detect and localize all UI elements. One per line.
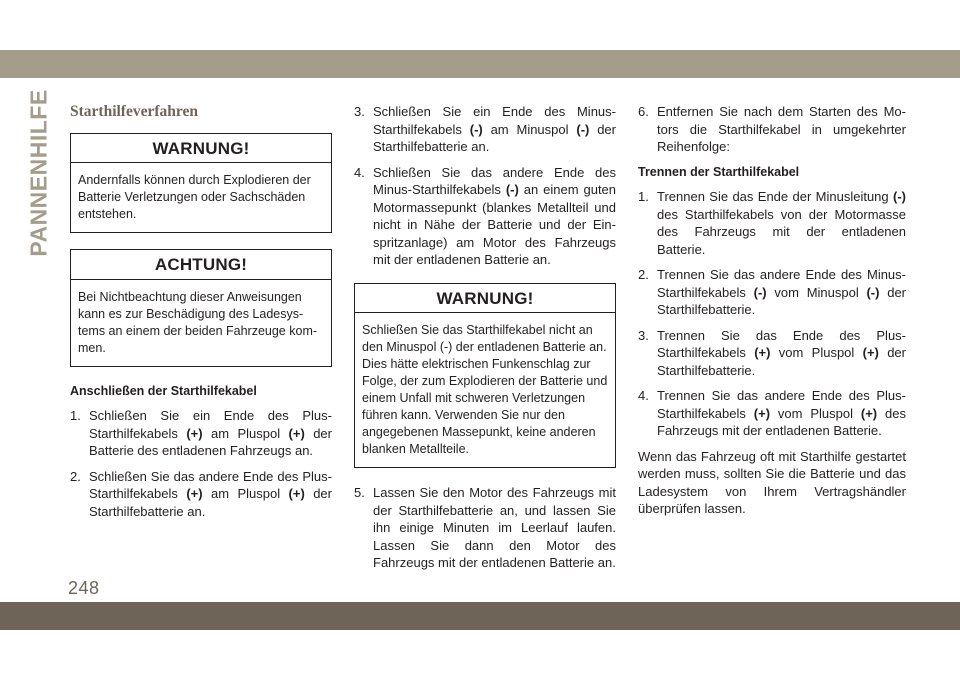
step-text: Schließen Sie das andere Ende des Minus-Starthilfekabels [373, 164, 616, 197]
polarity-symbol: (-) [469, 121, 483, 137]
polarity-symbol: (+) [860, 405, 878, 421]
connect-step [354, 103, 616, 156]
disconnect-step [638, 188, 906, 258]
connect-heading: Anschließen der Starthilfekabel [70, 383, 257, 398]
step-number: 1. [638, 189, 649, 204]
start-step [354, 484, 616, 572]
step-text: der Batterie des entladenen Fahrzeugs an. [89, 425, 332, 458]
column-1 [70, 103, 332, 528]
column-3 [638, 103, 906, 518]
connect-step [354, 164, 616, 269]
step-number: 4. [354, 164, 365, 180]
warning-title-2: WARNUNG! [355, 284, 615, 314]
step-number: 1. [70, 408, 81, 423]
disconnect-step [638, 266, 906, 319]
polarity-symbol: (-) [893, 189, 906, 204]
step-text: an einem guten Motormassepunkt (blankes Metallteil und nicht in Nähe der Batterie und der Einspritzanlage) am Motor des Fahrzeugs mit der entladenen Batterie an. [373, 182, 617, 267]
step-text: Schließen Sie ein Ende des Minus-Starthilfekabels [373, 104, 616, 137]
warning-box-2 [354, 283, 616, 469]
chapter-label: PANNENHILFE [25, 89, 52, 257]
step-number: 3. [354, 104, 365, 119]
polarity-symbol: (+) [753, 405, 771, 421]
step-text: vom Minuspol [766, 284, 867, 300]
connect-step [70, 468, 332, 521]
step-number: 6. [638, 104, 649, 119]
step-text: der Starthilfebatterie an. [373, 121, 616, 154]
caution-title: ACHTUNG! [71, 250, 331, 280]
caution-box [70, 249, 332, 367]
polarity-symbol: (-) [753, 284, 767, 300]
step-number: 4. [638, 388, 649, 403]
step-text: Schließen Sie das andere Ende des Plus-Starthilfekabels [89, 468, 332, 501]
step-number: 2. [638, 267, 649, 282]
step-text: Schließen Sie ein Ende des Plus-Starthilfekabels [89, 408, 332, 441]
step-text: des Starthilfekabels von der Motormasse des Fahrzeugs mit der entladenen Batterie. [657, 206, 906, 257]
final-note: Wenn das Fahrzeug oft mit Starthilfe gestartet werden muss, sollten Sie die Batterie und das Ladesystem von Ihrem Vertragshändler überprüfen lassen. [638, 448, 906, 516]
warning-text-1: Andernfalls können durch Explodieren der Batterie Verletzungen oder Sachschäden entstehen. [78, 173, 311, 221]
start-steps [354, 484, 616, 572]
step-text: der Starthilfebatterie an. [89, 486, 332, 519]
polarity-symbol: (-) [576, 121, 590, 137]
disconnect-steps [638, 188, 906, 440]
column-2 [354, 103, 616, 580]
warning-title-1: WARNUNG! [71, 134, 331, 164]
step-text: Trennen Sie das andere Ende des Plus-Starthilfekabels [657, 388, 906, 421]
step-text: am Minuspol [482, 121, 577, 137]
polarity-symbol: (-) [866, 284, 880, 300]
step-text: Lassen Sie den Motor des Fahrzeugs mit der Starthilfebatterie an, und lassen Sie ihn einige Minuten im Leerlauf laufen. Lassen Sie dann den Motor des Fahrzeugs mit der entladenen Batterie an. [373, 485, 616, 570]
footer-band [0, 602, 960, 630]
step-text: Entfernen Sie nach dem Starten des Motors die Starthilfekabel in umgekehrter Reihenfolge: [657, 104, 906, 154]
step-text: der Starthilfebatterie. [657, 284, 907, 317]
disconnect-step [638, 387, 906, 440]
caution-text: Bei Nichtbeachtung dieser Anweisungen kann es zur Beschädigung des Ladesystems an einem der beiden Fahrzeuge kommen. [78, 289, 318, 355]
step-text: der Starthilfebatterie. [657, 345, 906, 378]
step-text: am Pluspol [202, 425, 289, 441]
step-number: 3. [638, 327, 649, 343]
section-title: Starthilfeverfahren [70, 103, 198, 120]
step-text: vom Pluspol [770, 345, 863, 360]
step-text: Trennen Sie das Ende der Minusleitung [657, 189, 893, 204]
remove-step [638, 103, 906, 156]
disconnect-heading: Trennen der Starthilfekabel [638, 164, 800, 179]
disconnect-step [638, 327, 906, 380]
connect-steps-b [354, 103, 616, 269]
warning-text-2: Schließen Sie das Starthilfekabel nicht an den Minuspol (-) der entladenen Batterie an. Dies hätte elektrischen Funkenschlag zur Folge, der zum Explodieren der Batterie und einem Unfall mit schweren Verletzungen führen kann. Verwenden Sie nur den angegebenen Massepunkt, keine anderen blanken Metallteile. [362, 323, 608, 456]
polarity-symbol: (+) [186, 425, 203, 441]
step-text: Trennen Sie das andere Ende des Minus-Starthilfekabels [657, 267, 906, 300]
step-number: 2. [70, 468, 81, 484]
polarity-symbol: (-) [505, 182, 519, 197]
polarity-symbol: (+) [754, 345, 771, 360]
step-number: 5. [354, 485, 365, 500]
polarity-symbol: (+) [288, 425, 305, 441]
polarity-symbol: (+) [862, 345, 879, 360]
polarity-symbol: (+) [288, 486, 305, 501]
chapter-side-tab [24, 89, 54, 257]
remove-steps [638, 103, 906, 156]
header-band [0, 50, 960, 78]
connect-step [70, 407, 332, 460]
step-text: Trennen Sie das Ende des Plus-Starthilfekabels [657, 327, 906, 360]
step-text: des Fahrzeugs mit der entladenen Batterie. [657, 405, 906, 438]
polarity-symbol: (+) [186, 486, 203, 501]
warning-box-1 [70, 133, 332, 234]
step-text: am Pluspol [202, 486, 289, 501]
connect-steps-a [70, 407, 332, 520]
step-text: vom Pluspol [770, 405, 861, 421]
page-number: 248 [68, 578, 100, 598]
